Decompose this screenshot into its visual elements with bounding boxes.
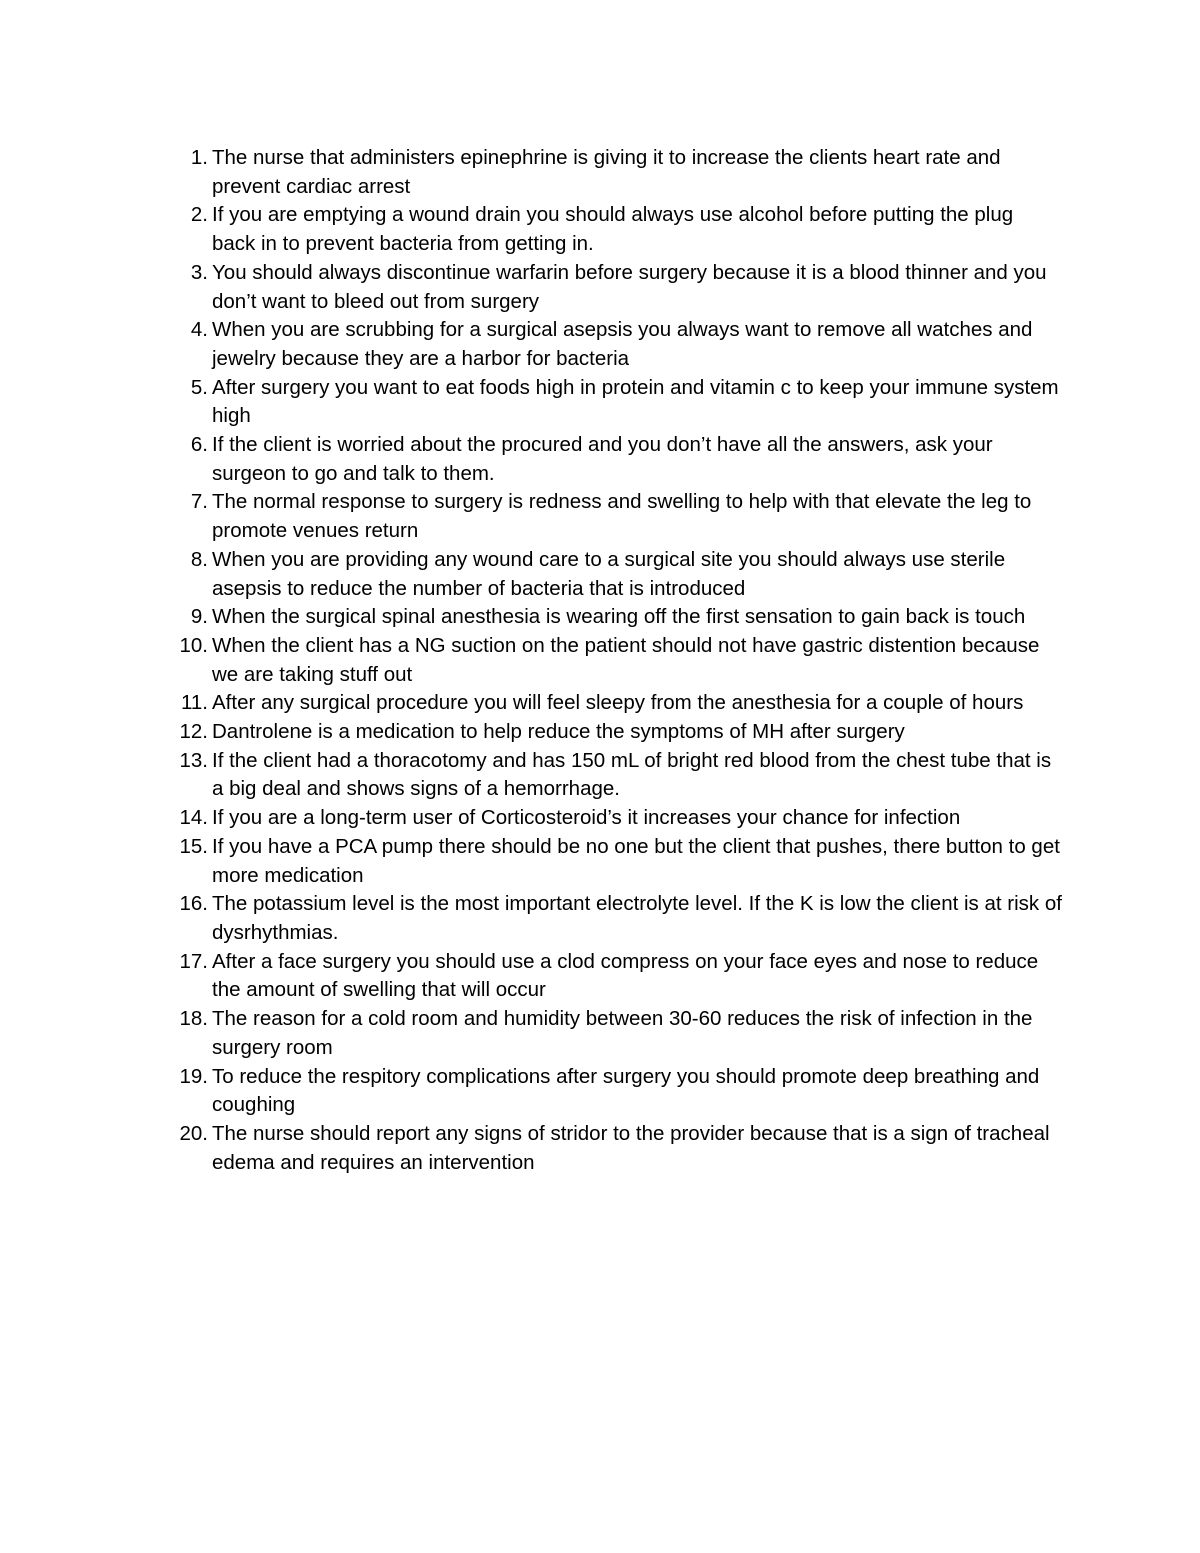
- item-number: 6.: [190, 433, 208, 457]
- item-number: 8.: [190, 547, 208, 571]
- item-number: 19.: [179, 1064, 208, 1088]
- item-text: After surgery you want to eat foods high in protein and vitamin c to keep your immune system high: [212, 375, 1059, 428]
- list-item: [190, 316, 1062, 373]
- item-text: When the client has a NG suction on the patient should not have gastric distention because we are taking stuff out: [212, 633, 1040, 686]
- item-number: 16.: [179, 892, 208, 916]
- list-item: [179, 804, 1062, 833]
- list-item: [179, 632, 1062, 689]
- item-number: 5.: [190, 375, 208, 399]
- item-number: 14.: [179, 806, 208, 830]
- item-number: 11.: [181, 691, 208, 715]
- item-text: When the surgical spinal anesthesia is wearing off the first sensation to gain back is touch: [212, 605, 1026, 629]
- item-number: 12.: [179, 720, 208, 744]
- item-text: If the client is worried about the procured and you don’t have all the answers, ask your surgeon to go and talk to them.: [212, 433, 993, 485]
- item-text: If you are a long-term user of Corticosteroid’s it increases your chance for infection: [212, 806, 961, 830]
- item-number: 7.: [190, 490, 208, 514]
- item-text: The nurse should report any signs of stridor to the provider because that is a sign of tracheal edema and requires an intervention: [212, 1121, 1050, 1174]
- item-number: 3.: [190, 260, 208, 284]
- item-text: To reduce the respitory complications after surgery you should promote deep breathing and coughing: [212, 1064, 1040, 1117]
- item-number: 10.: [179, 633, 208, 657]
- item-text: After any surgical procedure you will feel sleepy from the anesthesia for a couple of hours: [212, 691, 1024, 715]
- list-item: [179, 1005, 1062, 1062]
- item-number: 1.: [190, 146, 208, 169]
- list-item: [179, 1063, 1062, 1120]
- list-item: [190, 488, 1062, 545]
- item-text: The potassium level is the most important electrolyte level. If the K is low the client is at risk of dysrhythmias.: [212, 892, 1062, 944]
- list-item: [179, 747, 1062, 804]
- list-item: [190, 201, 1062, 258]
- item-text: The reason for a cold room and humidity between 30-60 reduces the risk of infection in the surgery room: [212, 1007, 1033, 1059]
- list-item: [190, 374, 1062, 431]
- list-item: [190, 259, 1062, 316]
- item-text: If the client had a thoracotomy and has 150 mL of bright red blood from the chest tube that is a big deal and shows signs of a hemorrhage.: [212, 748, 1052, 801]
- item-number: 13.: [179, 748, 208, 772]
- item-number: 2.: [190, 203, 208, 227]
- list-item: [179, 1120, 1062, 1177]
- item-number: 9.: [190, 605, 208, 629]
- list-item: [179, 948, 1062, 1005]
- list-item: [190, 546, 1062, 603]
- item-text: You should always discontinue warfarin before surgery because it is a blood thinner and you don’t want to bleed out from surgery: [212, 260, 1047, 313]
- list-item: [179, 890, 1062, 947]
- list-item: [181, 689, 1062, 718]
- list-item: [190, 431, 1062, 488]
- item-text: When you are scrubbing for a surgical asepsis you always want to remove all watches and jewelry because they are a harbor for bacteria: [212, 318, 1033, 370]
- list-item: [190, 603, 1062, 632]
- item-text: If you are emptying a wound drain you should always use alcohol before putting the plug back in to prevent bacteria from getting in.: [212, 203, 1014, 256]
- item-number: 4.: [190, 318, 208, 342]
- item-number: 18.: [179, 1007, 208, 1031]
- item-text: When you are providing any wound care to a surgical site you should always use sterile asepsis to reduce the number of bacteria that is introduced: [212, 547, 1006, 600]
- item-text: If you have a PCA pump there should be no one but the client that pushes, there button to get more medication: [212, 834, 1060, 887]
- item-text: The nurse that administers epinephrine is giving it to increase the clients heart rate and prevent cardiac arrest: [212, 146, 1001, 198]
- list-item: [179, 718, 1062, 747]
- item-text: The normal response to surgery is redness and swelling to help with that elevate the leg to promote venues return: [212, 490, 1032, 543]
- item-text: Dantrolene is a medication to help reduce the symptoms of MH after surgery: [212, 720, 905, 744]
- numbered-list: [179, 144, 1062, 1177]
- item-number: 15.: [179, 834, 208, 858]
- item-number: 17.: [179, 949, 208, 973]
- item-text: After a face surgery you should use a clod compress on your face eyes and nose to reduce the amount of swelling that will occur: [212, 949, 1039, 1002]
- list-item: [190, 144, 1062, 201]
- list-item: [179, 833, 1062, 890]
- item-number: 20.: [179, 1121, 208, 1145]
